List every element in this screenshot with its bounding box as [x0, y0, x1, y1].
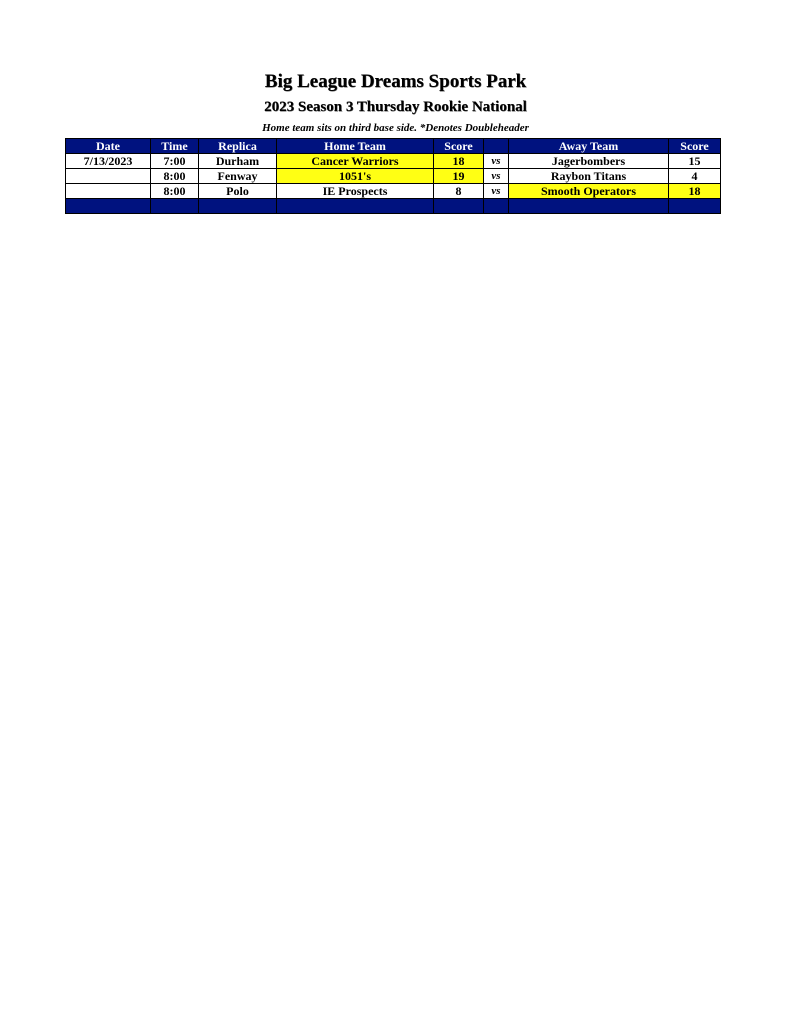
replica-cell: Polo [199, 184, 277, 199]
date-cell: 7/13/2023 [66, 154, 151, 169]
replica-cell: Durham [199, 154, 277, 169]
footer-cell [151, 199, 199, 214]
replica-cell: Fenway [199, 169, 277, 184]
header-row [66, 139, 721, 154]
home-team-cell: 1051's [277, 169, 434, 184]
away-score-cell: 18 [669, 184, 721, 199]
time-cell: 7:00 [151, 154, 199, 169]
col-header-away-team: Away Team [509, 139, 669, 154]
footer-cell [669, 199, 721, 214]
col-header-home-score: Score [434, 139, 484, 154]
vs-cell: vs [484, 184, 509, 199]
home-score-cell: 18 [434, 154, 484, 169]
date-cell [66, 184, 151, 199]
away-score-cell: 4 [669, 169, 721, 184]
table-row [66, 184, 721, 199]
away-team-cell: Smooth Operators [509, 184, 669, 199]
footer-cell [199, 199, 277, 214]
date-cell [66, 169, 151, 184]
home-score-cell: 19 [434, 169, 484, 184]
home-score-cell: 8 [434, 184, 484, 199]
schedule-table [65, 138, 721, 214]
footer-cell [434, 199, 484, 214]
away-team-cell: Raybon Titans [509, 169, 669, 184]
col-header-away-score: Score [669, 139, 721, 154]
home-team-cell: IE Prospects [277, 184, 434, 199]
col-header-vs [484, 139, 509, 154]
footer-cell [509, 199, 669, 214]
time-cell: 8:00 [151, 169, 199, 184]
vs-cell: vs [484, 169, 509, 184]
col-header-home-team: Home Team [277, 139, 434, 154]
home-team-cell: Cancer Warriors [277, 154, 434, 169]
vs-cell: vs [484, 154, 509, 169]
away-team-cell: Jagerbombers [509, 154, 669, 169]
col-header-date: Date [66, 139, 151, 154]
time-cell: 8:00 [151, 184, 199, 199]
footer-cell [484, 199, 509, 214]
footer-cell [66, 199, 151, 214]
table-row [66, 154, 721, 169]
table-row [66, 169, 721, 184]
doubleheader-note: Home team sits on third base side. *Denotes Doubleheader [262, 122, 529, 134]
away-score-cell: 15 [669, 154, 721, 169]
page-title: Big League Dreams Sports Park [264, 71, 527, 92]
col-header-time: Time [151, 139, 199, 154]
footer-cell [277, 199, 434, 214]
footer-row [66, 199, 721, 214]
page-subtitle: 2023 Season 3 Thursday Rookie National [264, 99, 527, 115]
col-header-replica: Replica [199, 139, 277, 154]
